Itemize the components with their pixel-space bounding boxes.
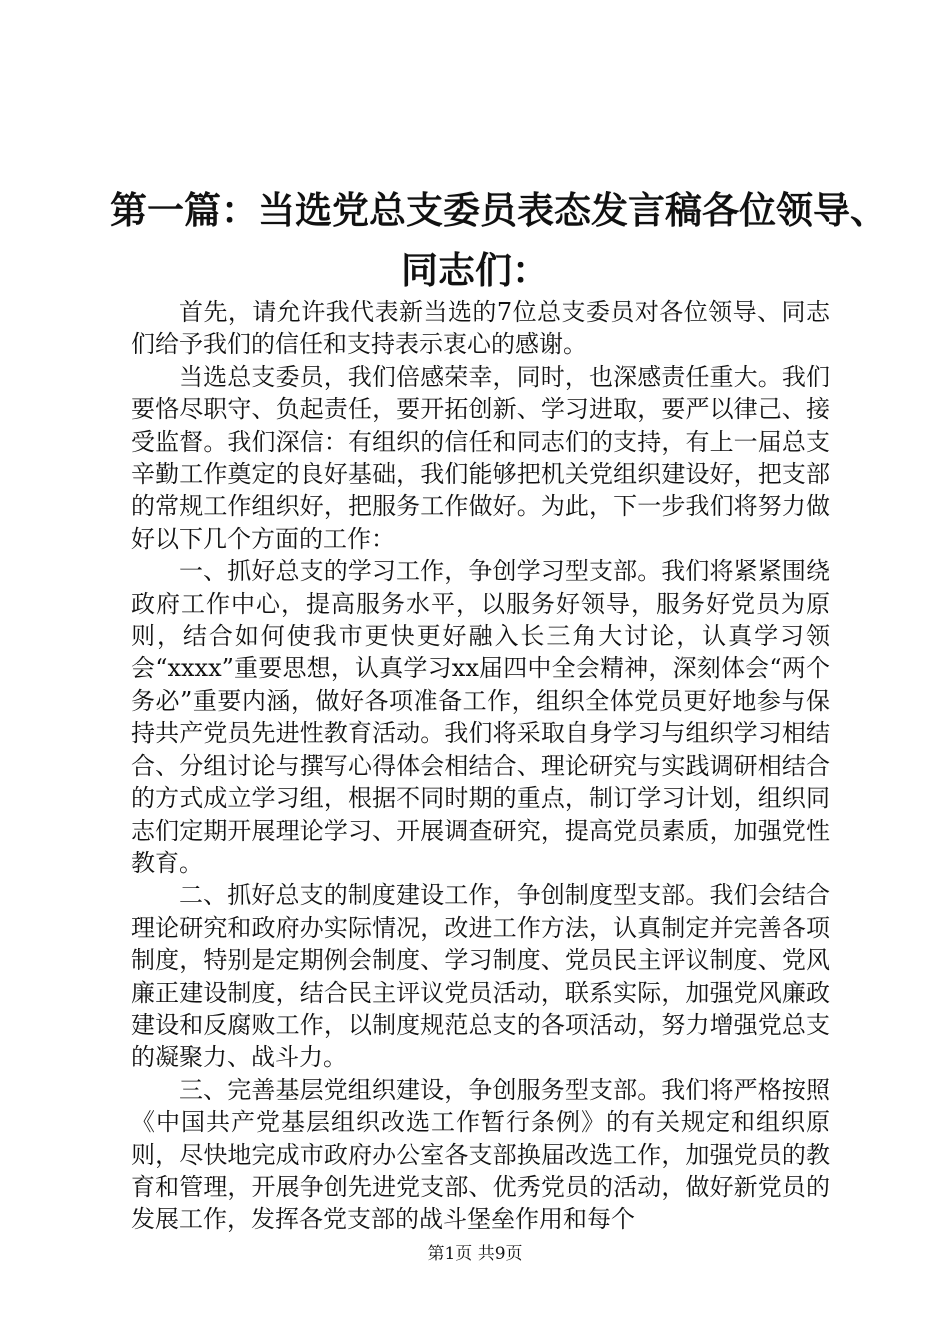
- document-body: [131, 296, 830, 1236]
- paragraph-study-work: 一、抓好总支的学习工作，争创学习型支部。我们将紧紧围绕政府工作中心，提高服务水平，以服务好领导，服务好党员为原则，结合如何使我市更快更好融入长三角大讨论，认真学习领会“xxxx”重要思想，认真学习xx届四中全会精神，深刻体会“两个务必”重要内涵，做好各项准备工作，组织全体党员更好地参与保持共产党员先进性教育活动。我们将采取自身学习与组织学习相结合、分组讨论与撰写心得体会相结合、理论研究与实践调研相结合的方式成立学习组，根据不同时期的重点，制订学习计划，组织同志们定期开展理论学习、开展调查研究，提高党员素质，加强党性教育。: [131, 557, 830, 877]
- paragraph-organization-building: 三、完善基层党组织建设，争创服务型支部。我们将严格按照《中国共产党基层组织改选工作暂行条例》的有关规定和组织原则，尽快地完成市政府办公室各支部换届改选工作，加强党员的教育和管理，开展争创先进党支部、优秀党员的活动，做好新党员的发展工作，发挥各党支部的战斗堡垒作用和每个: [131, 1075, 830, 1234]
- document-title-line-2: 同志们：: [401, 248, 549, 292]
- page-number-footer: 第1页 共9页: [427, 1244, 523, 1264]
- paragraph-system-building: 二、抓好总支的制度建设工作，争创制度型支部。我们会结合理论研究和政府办实际情况，改进工作方法，认真制定并完善各项制度，特别是定期例会制度、学习制度、党员民主评议制度、党风廉正建设制度，结合民主评议党员活动，联系实际，加强党风廉政建设和反腐败工作，以制度规范总支的各项活动，努力增强党总支的凝聚力、战斗力。: [131, 881, 830, 1072]
- paragraph-commitment: 当选总支委员，我们倍感荣幸，同时，也深感责任重大。我们要恪尽职守、负起责任，要开拓创新、学习进取，要严以律己、接受监督。我们深信：有组织的信任和同志们的支持，有上一届总支辛勤工作奠定的良好基础，我们能够把机关党组织建设好，把支部的常规工作组织好，把服务工作做好。为此，下一步我们将努力做好以下几个方面的工作：: [131, 362, 830, 553]
- paragraph-thanks: 首先，请允许我代表新当选的7位总支委员对各位领导、同志们给予我们的信任和支持表示衷心的感谢。: [131, 298, 830, 359]
- document-title-line-1: 第一篇：当选党总支委员表态发言稿各位领导、: [110, 188, 887, 232]
